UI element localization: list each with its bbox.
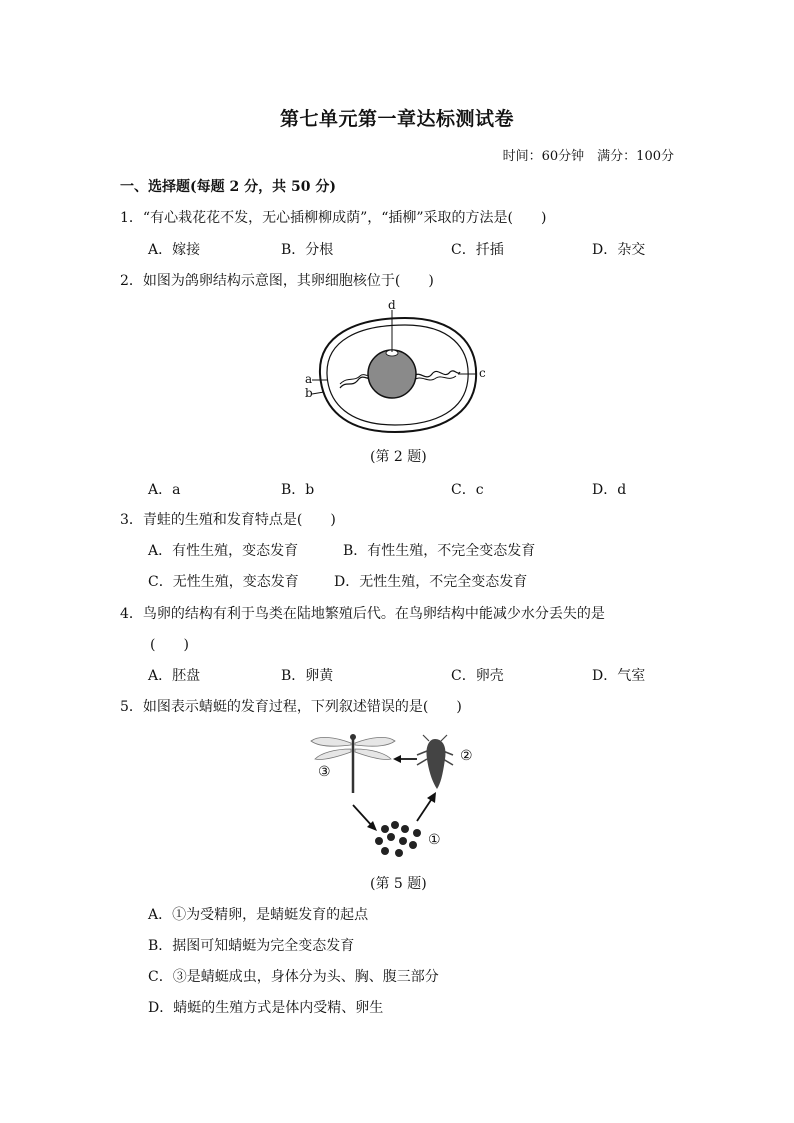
question-1-option-a: A．嫁接	[148, 242, 201, 258]
question-2-option-b: B．b	[281, 482, 315, 498]
question-3-option-a: A．有性生殖，变态发育	[148, 543, 299, 559]
question-4-option-c: C．卵壳	[451, 668, 504, 684]
egg-label-b: b	[305, 386, 313, 400]
question-1-option-d: D．杂交	[592, 242, 646, 258]
question-5-option-b: B．据图可知蜻蜓为完全变态发育	[148, 938, 355, 954]
question-4-blank: ( )	[150, 637, 189, 653]
question-1-stem: 1．“有心栽花花不发，无心插柳柳成荫”，“插柳”采取的方法是( )	[120, 210, 547, 226]
question-5-option-c: C．③是蜻蜓成虫，身体分为头、胸、腹三部分	[148, 969, 439, 985]
question-5-caption: (第 5 题)	[370, 876, 427, 892]
question-4-option-b: B．卵黄	[281, 668, 334, 684]
dragonfly-lifecycle-diagram	[305, 725, 485, 865]
nymph-icon	[417, 735, 453, 789]
question-4-stem: 4．鸟卵的结构有利于鸟类在陆地繁殖后代。在鸟卵结构中能减少水分丢失的是	[120, 606, 605, 622]
question-2-caption: (第 2 题)	[370, 449, 427, 465]
lifecycle-label-1: ①	[428, 832, 441, 848]
question-2-option-a: A．a	[148, 482, 181, 498]
question-5-stem: 5．如图表示蜻蜓的发育过程，下列叙述错误的是( )	[120, 699, 462, 715]
question-5-option-a: A．①为受精卵，是蜻蜓发育的起点	[148, 907, 369, 923]
question-2-option-d: D．d	[592, 482, 627, 498]
question-1-option-b: B．分根	[281, 242, 334, 258]
question-3-stem: 3．青蛙的生殖和发育特点是( )	[120, 512, 336, 528]
question-4-option-a: A．胚盘	[148, 668, 201, 684]
exam-meta: 时间：60分钟 满分：100分	[502, 149, 674, 164]
eggs-icon	[375, 821, 421, 857]
question-5-option-d: D．蜻蜓的生殖方式是体内受精、卵生	[148, 1000, 384, 1016]
question-4-option-d: D．气室	[592, 668, 646, 684]
question-3-option-c: C．无性生殖，变态发育	[148, 574, 299, 590]
egg-label-d: d	[388, 298, 396, 312]
section-heading: 一、选择题(每题 2 分，共 50 分)	[120, 179, 336, 195]
lifecycle-label-3: ③	[318, 764, 331, 780]
page-title: 第七单元第一章达标测试卷	[279, 108, 514, 130]
egg-label-a: a	[305, 372, 313, 386]
question-1-option-c: C．扦插	[451, 242, 504, 258]
question-3-option-b: B．有性生殖，不完全变态发育	[343, 543, 536, 559]
question-2-option-c: C．c	[451, 482, 484, 498]
question-3-option-d: D．无性生殖，不完全变态发育	[334, 574, 528, 590]
question-2-stem: 2．如图为鸽卵结构示意图，其卵细胞核位于( )	[120, 273, 434, 289]
egg-label-c: c	[479, 366, 486, 380]
lifecycle-label-2: ②	[460, 748, 473, 764]
pigeon-egg-diagram	[300, 296, 500, 446]
